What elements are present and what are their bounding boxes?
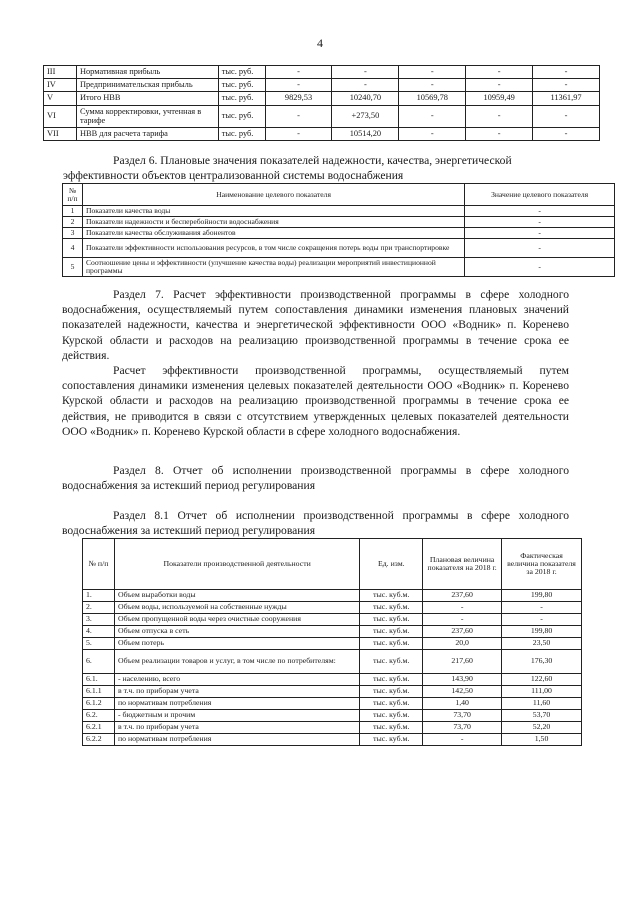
row-name: по нормативам потребления: [114, 698, 359, 710]
row-plan: 73,70: [423, 722, 502, 734]
section8-1-heading: Раздел 8.1 Отчет об исполнении производственной программы в сфере холодного водоснабжения за истекший период регулирования: [62, 509, 569, 538]
row-unit: тыс. руб.: [218, 92, 265, 106]
row-num: 6.1.: [83, 674, 115, 686]
row-fact: 52,20: [502, 722, 582, 734]
row-unit: тыс. руб.: [218, 66, 265, 79]
row-name: Показатели качества обслуживания абонентов: [82, 228, 464, 239]
row-name: в т.ч. по приборам учета: [114, 686, 359, 698]
table-row: [83, 698, 582, 710]
row-name: Объем выработки воды: [114, 590, 359, 602]
page-number: 4: [317, 36, 323, 50]
row-value: -: [466, 79, 533, 92]
table-row: [83, 686, 582, 698]
row-num: 6.1.2: [83, 698, 115, 710]
nvv-table: [43, 65, 600, 141]
row-value: -: [399, 66, 466, 79]
table-row: [63, 228, 615, 239]
section6-table: [62, 183, 615, 277]
row-name: - бюджетным и прочим: [114, 710, 359, 722]
table-row: [83, 602, 582, 614]
section6-heading: Раздел 6. Плановые значения показателей надежности, качества, энергетической эффективности объектов централизованной системы водоснабжения: [63, 154, 512, 182]
row-fact: 53,70: [502, 710, 582, 722]
row-name: Итого НВВ: [76, 92, 218, 106]
row-name: НВВ для расчета тарифа: [76, 128, 218, 141]
row-value: -: [399, 79, 466, 92]
row-num: 4: [63, 239, 83, 258]
section8-table: [82, 538, 582, 746]
row-num: IV: [44, 79, 77, 92]
row-plan: 143,90: [423, 674, 502, 686]
row-plan: 237,60: [423, 626, 502, 638]
row-value: -: [465, 206, 615, 217]
row-value: -: [533, 106, 600, 128]
row-plan: 142,50: [423, 686, 502, 698]
row-name: Показатели надежности и бесперебойности водоснабжения: [82, 217, 464, 228]
row-name: Объем потерь: [114, 638, 359, 650]
row-unit: тыс. куб.м.: [360, 710, 423, 722]
table-row: [83, 614, 582, 626]
row-num: 6.2.2: [83, 734, 115, 746]
row-num: 6.1.1: [83, 686, 115, 698]
table-row: [44, 92, 600, 106]
row-fact: 176,30: [502, 650, 582, 674]
row-unit: тыс. руб.: [218, 106, 265, 128]
row-unit: тыс. куб.м.: [360, 698, 423, 710]
row-num: 4.: [83, 626, 115, 638]
col-num: № п/п: [63, 184, 83, 206]
row-num: 2: [63, 217, 83, 228]
row-value: -: [466, 66, 533, 79]
row-fact: 199,80: [502, 626, 582, 638]
row-value: 10514,20: [332, 128, 399, 141]
row-fact: 199,80: [502, 590, 582, 602]
row-value: +273,50: [332, 106, 399, 128]
row-name: Объем пропущенной воды через очистные сооружения: [114, 614, 359, 626]
row-name: Объем воды, используемой на собственные нужды: [114, 602, 359, 614]
row-name: Объем отпуска в сеть: [114, 626, 359, 638]
table-row: [63, 217, 615, 228]
table-row: [44, 66, 600, 79]
row-plan: 73,70: [423, 710, 502, 722]
row-value: -: [265, 128, 332, 141]
row-num: 6.2.: [83, 710, 115, 722]
row-value: -: [533, 66, 600, 79]
table-row: [83, 734, 582, 746]
row-value: -: [533, 128, 600, 141]
row-plan: -: [423, 602, 502, 614]
table-row: [44, 79, 600, 92]
row-fact: -: [502, 602, 582, 614]
row-unit: тыс. куб.м.: [360, 722, 423, 734]
row-name: Соотношение цены и эффективности (улучшение качества воды) реализации мероприятий инвестиционной программы: [82, 258, 464, 277]
row-fact: 111,00: [502, 686, 582, 698]
table-row: [83, 638, 582, 650]
row-unit: тыс. руб.: [218, 79, 265, 92]
row-name: Сумма корректировки, учтенная в тарифе: [76, 106, 218, 128]
row-fact: -: [502, 614, 582, 626]
row-name: в т.ч. по приборам учета: [114, 722, 359, 734]
row-num: 1.: [83, 590, 115, 602]
table-row: [83, 722, 582, 734]
section7-para1: Раздел 7. Расчет эффективности производственной программы в сфере холодного водоснабжения, осуществляемый путем сопоставления динамики изменения плановых значений показателей надежности, качества и энергетической эффективности ООО «Водник» п. Коренево Курской области и расходов на реализацию производственной программы в течение срока ее действия.: [62, 288, 569, 362]
row-num: 5: [63, 258, 83, 277]
row-value: -: [399, 128, 466, 141]
col-name: Наименование целевого показателя: [82, 184, 464, 206]
row-name: Показатели качества воды: [82, 206, 464, 217]
row-unit: тыс. куб.м.: [360, 638, 423, 650]
row-num: 6.: [83, 650, 115, 674]
row-fact: 122,60: [502, 674, 582, 686]
row-value: -: [465, 228, 615, 239]
table-row: [63, 239, 615, 258]
row-name: Нормативная прибыль: [76, 66, 218, 79]
row-num: 3.: [83, 614, 115, 626]
table-row: [83, 590, 582, 602]
row-value: -: [465, 239, 615, 258]
row-value: 10959,49: [466, 92, 533, 106]
row-num: 3: [63, 228, 83, 239]
row-value: -: [533, 79, 600, 92]
row-value: -: [465, 258, 615, 277]
row-unit: тыс. куб.м.: [360, 602, 423, 614]
row-fact: 23,50: [502, 638, 582, 650]
table-row: [83, 674, 582, 686]
row-num: III: [44, 66, 77, 79]
row-fact: 1,50: [502, 734, 582, 746]
row-name: - населению, всего: [114, 674, 359, 686]
row-unit: тыс. куб.м.: [360, 626, 423, 638]
row-value: 10240,70: [332, 92, 399, 106]
col-unit: Ед. изм.: [360, 539, 423, 590]
row-value: -: [265, 79, 332, 92]
row-value: 11361,97: [533, 92, 600, 106]
table-row: [44, 128, 600, 141]
row-unit: тыс. куб.м.: [360, 590, 423, 602]
row-plan: 1,40: [423, 698, 502, 710]
row-value: -: [466, 128, 533, 141]
row-value: 9829,53: [265, 92, 332, 106]
row-num: 1: [63, 206, 83, 217]
row-name: Объем реализации товаров и услуг, в том числе по потребителям:: [114, 650, 359, 674]
row-plan: 217,60: [423, 650, 502, 674]
row-value: -: [332, 66, 399, 79]
row-num: V: [44, 92, 77, 106]
section7-para2: Расчет эффективности производственной программы, осуществляемый путем сопоставления динамики изменения целевых показателей деятельности ООО «Водник» п. Коренево Курской области и расходов на реализацию производственной программы в течение срока ее действия, не приводится в связи с отсутствием утвержденных целевых показателей деятельности ООО «Водник» п. Коренево Курской области в сфере холодного водоснабжения.: [62, 364, 569, 438]
row-fact: 11,60: [502, 698, 582, 710]
row-plan: 237,60: [423, 590, 502, 602]
row-name: по нормативам потребления: [114, 734, 359, 746]
row-value: -: [332, 79, 399, 92]
table-row: [83, 626, 582, 638]
col-plan: Плановая величина показателя на 2018 г.: [423, 539, 502, 590]
row-value: -: [399, 106, 466, 128]
table-row: [63, 206, 615, 217]
row-value: -: [265, 106, 332, 128]
row-unit: тыс. руб.: [218, 128, 265, 141]
row-num: VI: [44, 106, 77, 128]
row-num: VII: [44, 128, 77, 141]
table-row: [83, 710, 582, 722]
row-plan: -: [423, 734, 502, 746]
row-plan: 20,0: [423, 638, 502, 650]
table-row: [83, 650, 582, 674]
table-row: [44, 106, 600, 128]
col-name: Показатели производственной деятельности: [114, 539, 359, 590]
row-num: 6.2.1: [83, 722, 115, 734]
row-unit: тыс. куб.м.: [360, 650, 423, 674]
section8-heading: Раздел 8. Отчет об исполнении производственной программы в сфере холодного водоснабжения за истекший период регулирования: [62, 464, 569, 493]
row-value: -: [465, 217, 615, 228]
table-row: [63, 258, 615, 277]
row-unit: тыс. куб.м.: [360, 674, 423, 686]
col-value: Значение целевого показателя: [465, 184, 615, 206]
row-unit: тыс. куб.м.: [360, 686, 423, 698]
col-num: № п/п: [83, 539, 115, 590]
row-value: -: [466, 106, 533, 128]
col-fact: Фактическая величина показателя за 2018 г.: [502, 539, 582, 590]
row-unit: тыс. куб.м.: [360, 614, 423, 626]
table-header: [63, 184, 615, 206]
row-name: Предпринимательская прибыль: [76, 79, 218, 92]
row-value: 10569,78: [399, 92, 466, 106]
row-name: Показатели эффективности использования ресурсов, в том числе сокращения потерь воды при транспортировке: [82, 239, 464, 258]
row-unit: тыс. куб.м.: [360, 734, 423, 746]
row-num: 2.: [83, 602, 115, 614]
row-num: 5.: [83, 638, 115, 650]
row-plan: -: [423, 614, 502, 626]
row-value: -: [265, 66, 332, 79]
